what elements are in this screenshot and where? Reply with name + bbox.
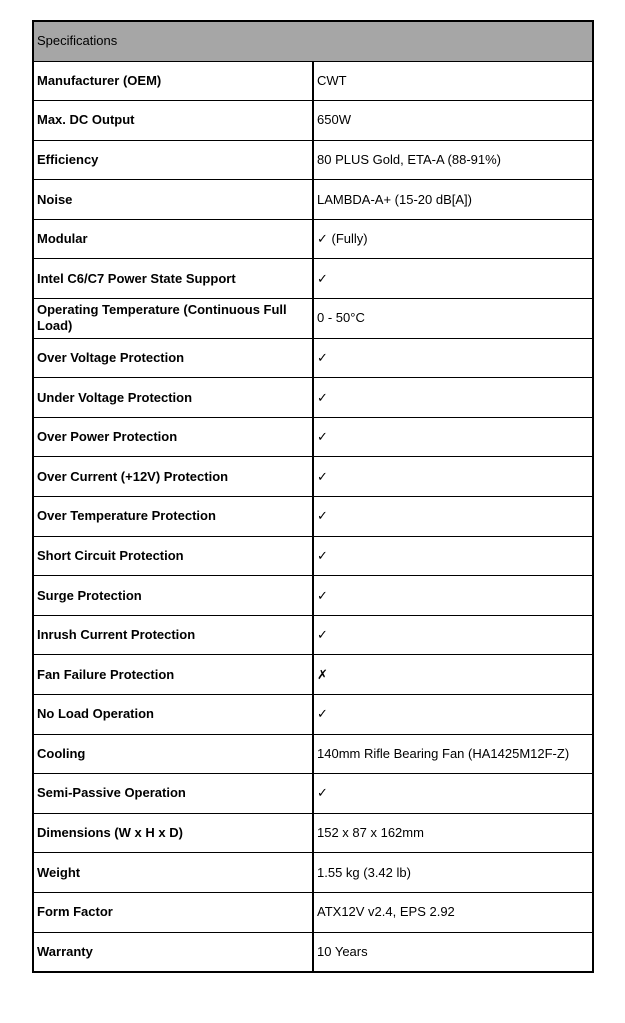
spec-label: Form Factor (33, 892, 313, 932)
table-row (33, 299, 593, 339)
spec-value: ✓ (313, 774, 593, 814)
spec-value: ✓ (313, 695, 593, 735)
spec-label: Modular (33, 219, 313, 259)
spec-label: Over Temperature Protection (33, 497, 313, 537)
spec-label: Cooling (33, 734, 313, 774)
specifications-table (32, 20, 594, 973)
table-header: Specifications (33, 21, 593, 61)
spec-label: Max. DC Output (33, 101, 313, 141)
spec-label: Over Current (+12V) Protection (33, 457, 313, 497)
spec-label: Efficiency (33, 140, 313, 180)
spec-value: ✓ (313, 497, 593, 537)
spec-label: Inrush Current Protection (33, 615, 313, 655)
spec-value: 140mm Rifle Bearing Fan (HA1425M12F-Z) (313, 734, 593, 774)
spec-label: Over Voltage Protection (33, 338, 313, 378)
spec-value: ✗ (313, 655, 593, 695)
spec-label: Over Power Protection (33, 417, 313, 457)
spec-value: CWT (313, 61, 593, 101)
spec-value: ✓ (313, 536, 593, 576)
table-row (33, 734, 593, 774)
spec-value: 10 Years (313, 932, 593, 972)
spec-label: Intel C6/C7 Power State Support (33, 259, 313, 299)
table-row (33, 101, 593, 141)
spec-value: ✓ (313, 576, 593, 616)
table-row (33, 219, 593, 259)
spec-label: Surge Protection (33, 576, 313, 616)
table-row (33, 774, 593, 814)
table-row (33, 259, 593, 299)
spec-label: Operating Temperature (Continuous Full Load) (33, 299, 313, 339)
spec-value: 0 - 50°C (313, 299, 593, 339)
table-row (33, 932, 593, 972)
spec-value: 80 PLUS Gold, ETA-A (88-91%) (313, 140, 593, 180)
spec-value: ✓ (313, 417, 593, 457)
table-row (33, 378, 593, 418)
spec-value: ✓ (313, 615, 593, 655)
spec-label: No Load Operation (33, 695, 313, 735)
spec-value: ATX12V v2.4, EPS 2.92 (313, 892, 593, 932)
table-row (33, 338, 593, 378)
spec-label: Semi-Passive Operation (33, 774, 313, 814)
table-row (33, 853, 593, 893)
table-row (33, 576, 593, 616)
spec-label: Under Voltage Protection (33, 378, 313, 418)
spec-value: ✓ (313, 378, 593, 418)
table-row (33, 536, 593, 576)
table-row (33, 655, 593, 695)
spec-label: Fan Failure Protection (33, 655, 313, 695)
spec-label: Warranty (33, 932, 313, 972)
spec-label: Weight (33, 853, 313, 893)
spec-value: ✓ (Fully) (313, 219, 593, 259)
table-row (33, 457, 593, 497)
spec-label: Manufacturer (OEM) (33, 61, 313, 101)
spec-value: LAMBDA-A+ (15-20 dB[A]) (313, 180, 593, 220)
spec-value: ✓ (313, 457, 593, 497)
spec-value: ✓ (313, 259, 593, 299)
spec-value: 650W (313, 101, 593, 141)
table-row (33, 615, 593, 655)
table-row (33, 140, 593, 180)
table-row (33, 61, 593, 101)
table-row (33, 417, 593, 457)
table-row (33, 892, 593, 932)
spec-label: Short Circuit Protection (33, 536, 313, 576)
table-row (33, 695, 593, 735)
table-header-row (33, 21, 593, 61)
table-row (33, 497, 593, 537)
spec-value: 1.55 kg (3.42 lb) (313, 853, 593, 893)
table-row (33, 180, 593, 220)
spec-value: 152 x 87 x 162mm (313, 813, 593, 853)
specifications-table-body (33, 21, 593, 972)
spec-value: ✓ (313, 338, 593, 378)
table-row (33, 813, 593, 853)
spec-label: Dimensions (W x H x D) (33, 813, 313, 853)
spec-label: Noise (33, 180, 313, 220)
